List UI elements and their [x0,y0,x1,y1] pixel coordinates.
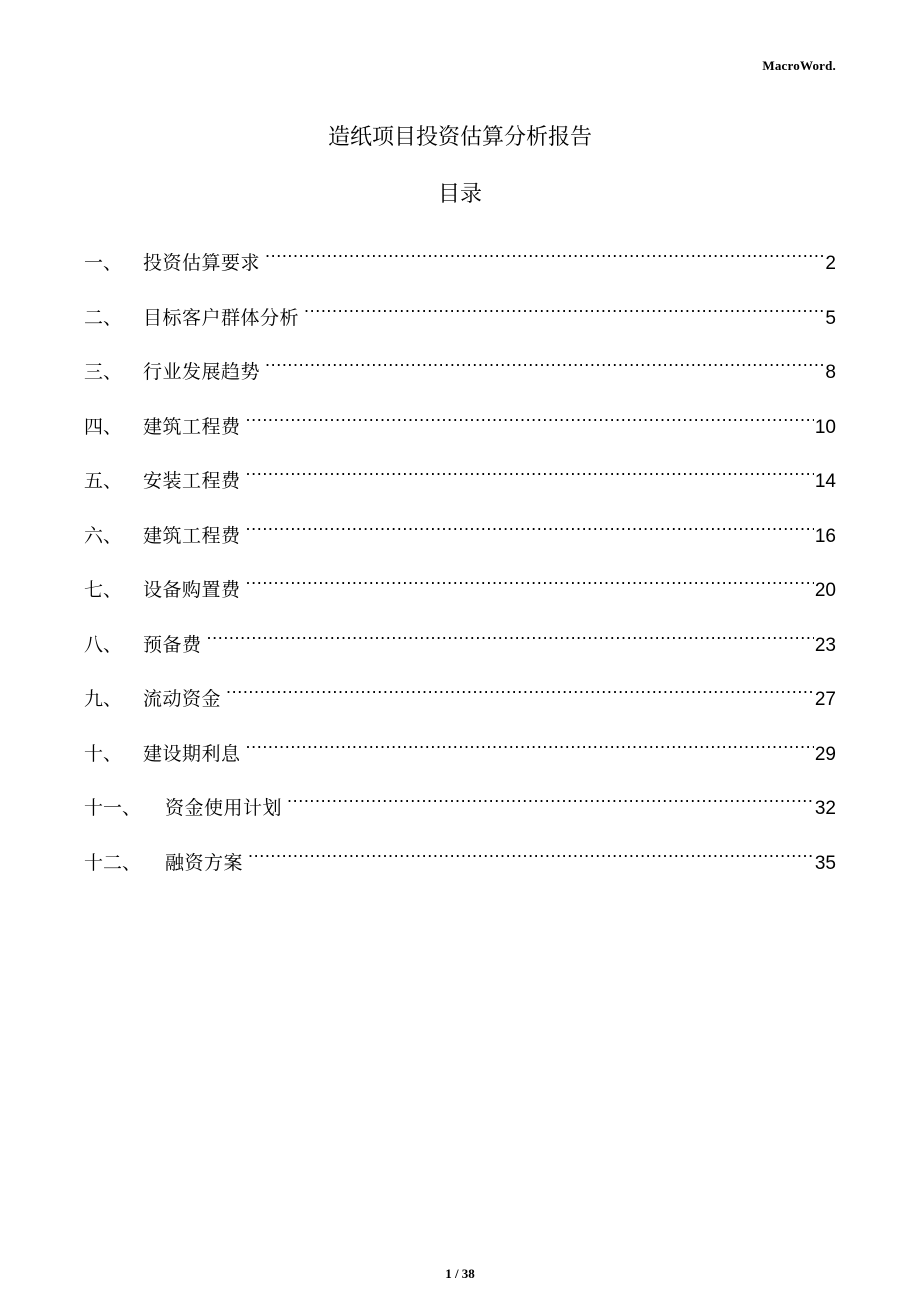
dot-leader [246,506,814,542]
dot-leader [246,560,814,596]
toc-entry-12[interactable] [84,833,836,888]
toc-entry-7[interactable] [84,560,836,615]
toc-entry-page: 8 [825,362,836,383]
toc-entry-number: 七、 [84,579,123,601]
toc-entry-label: 资金使用计划 [165,797,283,819]
toc-entry-number: 四、 [84,415,123,438]
toc-entry-label: 建筑工程费 [143,415,241,438]
toc-entry-label: 设备购置费 [143,579,241,601]
toc-entry-page: 5 [825,307,836,329]
toc-entry-number: 三、 [84,361,123,383]
toc-entry-number: 十、 [84,742,123,765]
toc-entry-page: 14 [814,471,836,492]
toc-entry-page: 2 [825,253,836,274]
toc-entry-label: 安装工程费 [143,470,241,492]
dot-leader [265,233,824,269]
toc-entry-label: 投资估算要求 [143,252,261,274]
dot-leader [226,669,814,705]
toc-entry-8[interactable] [84,615,836,670]
toc-entry-page: 29 [814,743,836,765]
header-brand: MacroWord. [762,58,836,73]
toc-entry-page: 35 [814,852,836,874]
toc-entry-page: 27 [814,689,836,710]
dot-leader [287,778,814,814]
toc-entry-page: 10 [814,416,836,438]
toc-entry-2[interactable] [84,288,836,343]
toc-entry-11[interactable] [84,778,836,833]
toc-entry-label: 流动资金 [143,688,222,710]
toc-entry-label: 融资方案 [165,851,244,874]
toc-entry-label: 建筑工程费 [143,524,241,547]
toc-entry-9[interactable] [84,669,836,724]
dot-leader [304,288,824,324]
toc-entry-label: 行业发展趋势 [143,361,261,383]
toc-entry-number: 十一、 [84,797,142,819]
toc-entry-number: 一、 [84,252,123,274]
dot-leader [207,615,814,651]
toc-entry-label: 目标客户群体分析 [143,306,300,329]
toc-entry-3[interactable] [84,342,836,397]
dot-leader [246,451,814,487]
dot-leader [248,833,814,869]
toc-entry-number: 五、 [84,470,123,492]
toc-entry-10[interactable] [84,724,836,779]
page-indicator: 1 / 38 [445,1266,475,1281]
toc-entry-number: 八、 [84,633,123,656]
toc-entry-number: 十二、 [84,851,142,874]
toc-entry-page: 23 [814,634,836,656]
toc-heading: 目录 [437,182,482,207]
toc-entry-4[interactable] [84,397,836,452]
toc-entry-5[interactable] [84,451,836,506]
toc-entry-1[interactable] [84,233,836,288]
toc-entry-number: 九、 [84,688,123,710]
toc-entry-number: 二、 [84,306,123,329]
toc-entry-6[interactable] [84,506,836,561]
toc-entry-page: 32 [814,798,836,819]
dot-leader [265,342,824,378]
toc-entry-number: 六、 [84,524,123,547]
toc-entry-page: 20 [814,580,836,601]
dot-leader [246,397,814,433]
toc-entry-label: 建设期利息 [143,742,241,765]
document-title: 造纸项目投资估算分析报告 [327,125,592,150]
toc-entry-label: 预备费 [143,633,202,656]
dot-leader [246,724,814,760]
toc-entry-page: 16 [814,525,836,547]
table-of-contents [84,233,836,887]
